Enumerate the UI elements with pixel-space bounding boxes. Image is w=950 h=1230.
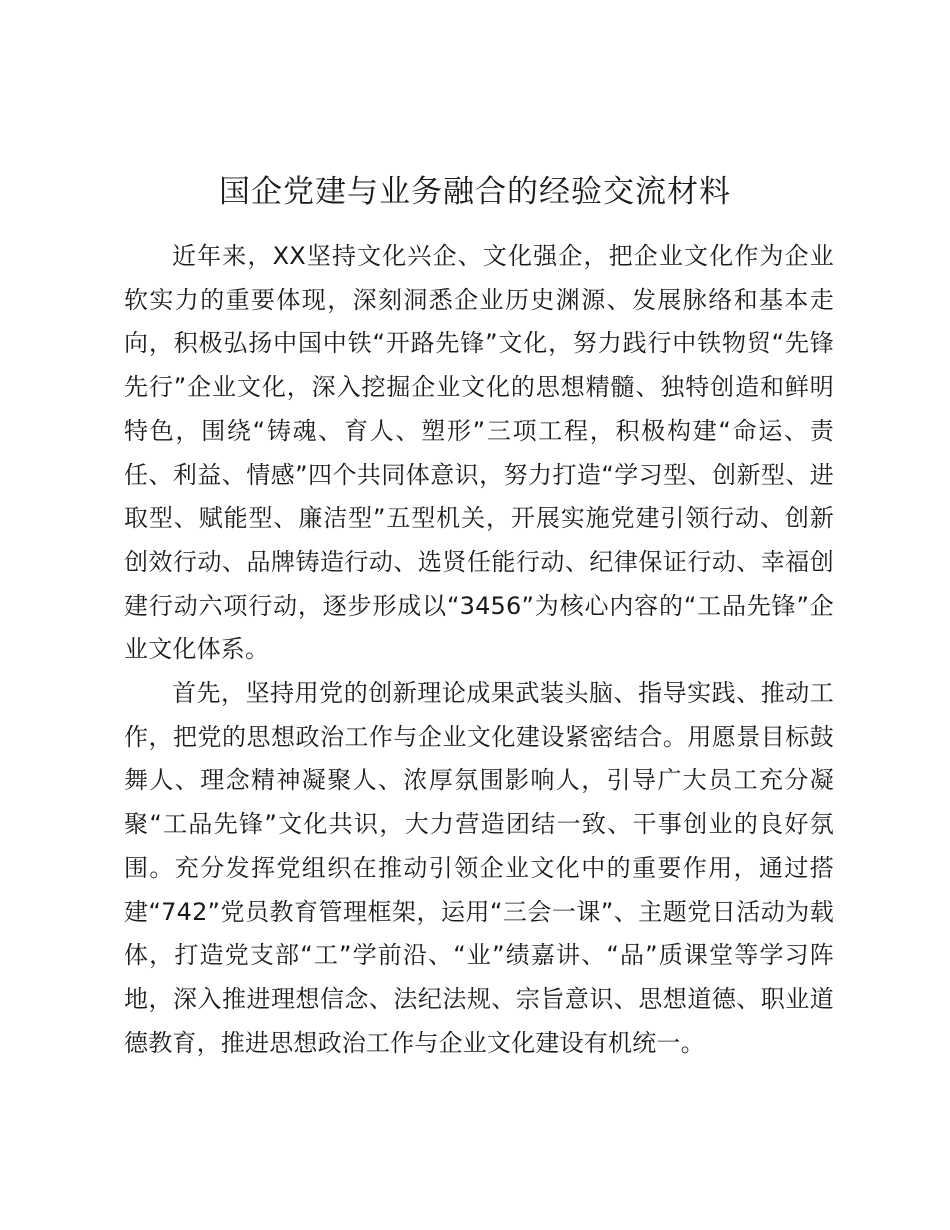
paragraph-intro: 近年来，XX坚持文化兴企、文化强企，把企业文化作为企业软实力的重要体现，深刻洞悉企业历史渊源、发展脉络和基本走向，积极弘扬中国中铁“开路先锋”文化，努力践行中铁物贸“先锋先行”企业文化，深入挖掘企业文化的思想精髓、独特创造和鲜明特色，围绕“铸魂、育人、塑形”三项工程，积极构建“命运、责任、利益、情感”四个共同体意识，努力打造“学习型、创新型、进取型、赋能型、廉洁型”五型机关，开展实施党建引领行动、创新创效行动、品牌铸造行动、选贤任能行动、纪律保证行动、幸福创建行动六项行动，逐步形成以“3456”为核心内容的“工品先锋”企业文化体系。 <box>124 242 834 664</box>
document-title: 国企党建与业务融合的经验交流材料 <box>219 174 731 210</box>
paragraph-first-point: 首先，坚持用党的创新理论成果武装头脑、指导实践、推动工作，把党的思想政治工作与企业文化建设紧密结合。用愿景目标鼓舞人、理念精神凝聚人、浓厚氛围影响人，引导广大员工充分凝聚“工品先锋”文化共识，大力营造团结一致、干事创业的良好氛围。充分发挥党组织在推动引领企业文化中的重要作用，通过搭建“742”党员教育管理框架，运用“三会一课”、主题党日活动为载体，打造党支部“工”学前沿、“业”绩嘉讲、“品”质课堂等学习阵地，深入推进理想信念、法纪法规、宗旨意识、思想道德、职业道德教育，推进思想政治工作与企业文化建设有机统一。 <box>124 679 834 1057</box>
document-body <box>124 235 834 1065</box>
